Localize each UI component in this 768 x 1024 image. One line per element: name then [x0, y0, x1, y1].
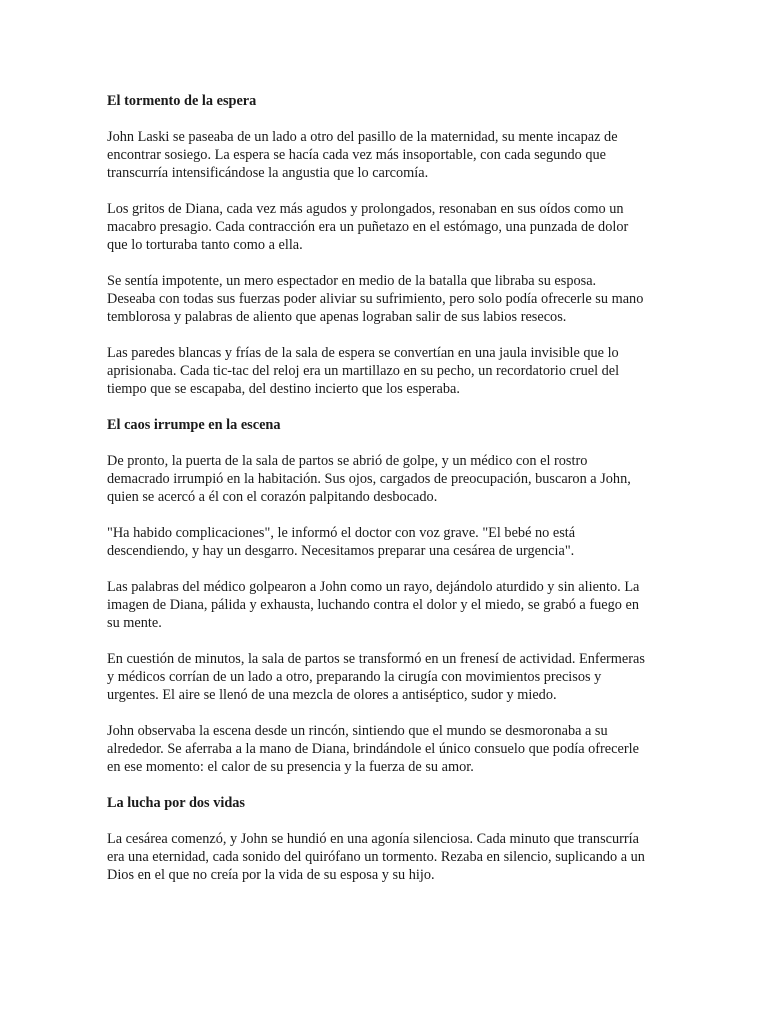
section-heading: El caos irrumpe en la escena	[107, 417, 281, 433]
paragraph: John Laski se paseaba de un lado a otro del pasillo de la maternidad, su mente incapaz de encontrar sosiego. La espera se hacía cada vez más insoportable, con cada segundo que transcurría intensificándose la angustia que lo carcomía.	[107, 129, 618, 181]
paragraph: La cesárea comenzó, y John se hundió en una agonía silenciosa. Cada minuto que transcurría era una eternidad, cada sonido del quirófano un tormento. Rezaba en silencio, suplicando a un Dios en el que no creía por la vida de su esposa y su hijo.	[107, 831, 645, 883]
paragraph: Las palabras del médico golpearon a John como un rayo, dejándolo aturdido y sin aliento. La imagen de Diana, pálida y exhausta, luchando contra el dolor y el miedo, se grabó a fuego en su mente.	[107, 579, 640, 631]
paragraph: Se sentía impotente, un mero espectador en medio de la batalla que libraba su esposa. Deseaba con todas sus fuerzas poder aliviar su sufrimiento, pero solo podía ofrecerle su mano temblorosa y palabras de aliento que apenas lograban salir de sus labios resecos.	[107, 273, 644, 325]
paragraph: John observaba la escena desde un rincón, sintiendo que el mundo se desmoronaba a su alrededor. Se aferraba a la mano de Diana, brindándole el único consuelo que podía ofrecerle en ese momento: el calor de su presencia y la fuerza de su amor.	[107, 723, 639, 775]
paragraph: En cuestión de minutos, la sala de partos se transformó en un frenesí de actividad. Enfermeras y médicos corrían de un lado a otro, preparando la cirugía con movimientos precisos y urgentes. El aire se llenó de una mezcla de olores a antiséptico, sudor y miedo.	[107, 651, 645, 703]
section-heading: La lucha por dos vidas	[107, 795, 245, 811]
paragraph: "Ha habido complicaciones", le informó el doctor con voz grave. "El bebé no está descendiendo, y hay un desgarro. Necesitamos preparar una cesárea de urgencia".	[107, 525, 576, 559]
section-3	[107, 794, 647, 884]
section-2	[107, 416, 647, 776]
paragraph: De pronto, la puerta de la sala de partos se abrió de golpe, y un médico con el rostro demacrado irrumpió en la habitación. Sus ojos, cargados de preocupación, buscaron a John, quien se acercó a él con el corazón palpitando desbocado.	[107, 453, 631, 505]
section-heading: El tormento de la espera	[107, 93, 257, 109]
paragraph: Los gritos de Diana, cada vez más agudos y prolongados, resonaban en sus oídos como un macabro presagio. Cada contracción era un puñetazo en el estómago, una punzada de dolor que lo torturaba tanto como a ella.	[107, 201, 629, 253]
paragraph: Las paredes blancas y frías de la sala de espera se convertían en una jaula invisible que lo aprisionaba. Cada tic-tac del reloj era un martillazo en su pecho, un recordatorio cruel del tiempo que se escapaba, del destino incierto que los esperaba.	[107, 345, 620, 397]
document-page	[107, 92, 647, 902]
section-1	[107, 92, 647, 398]
